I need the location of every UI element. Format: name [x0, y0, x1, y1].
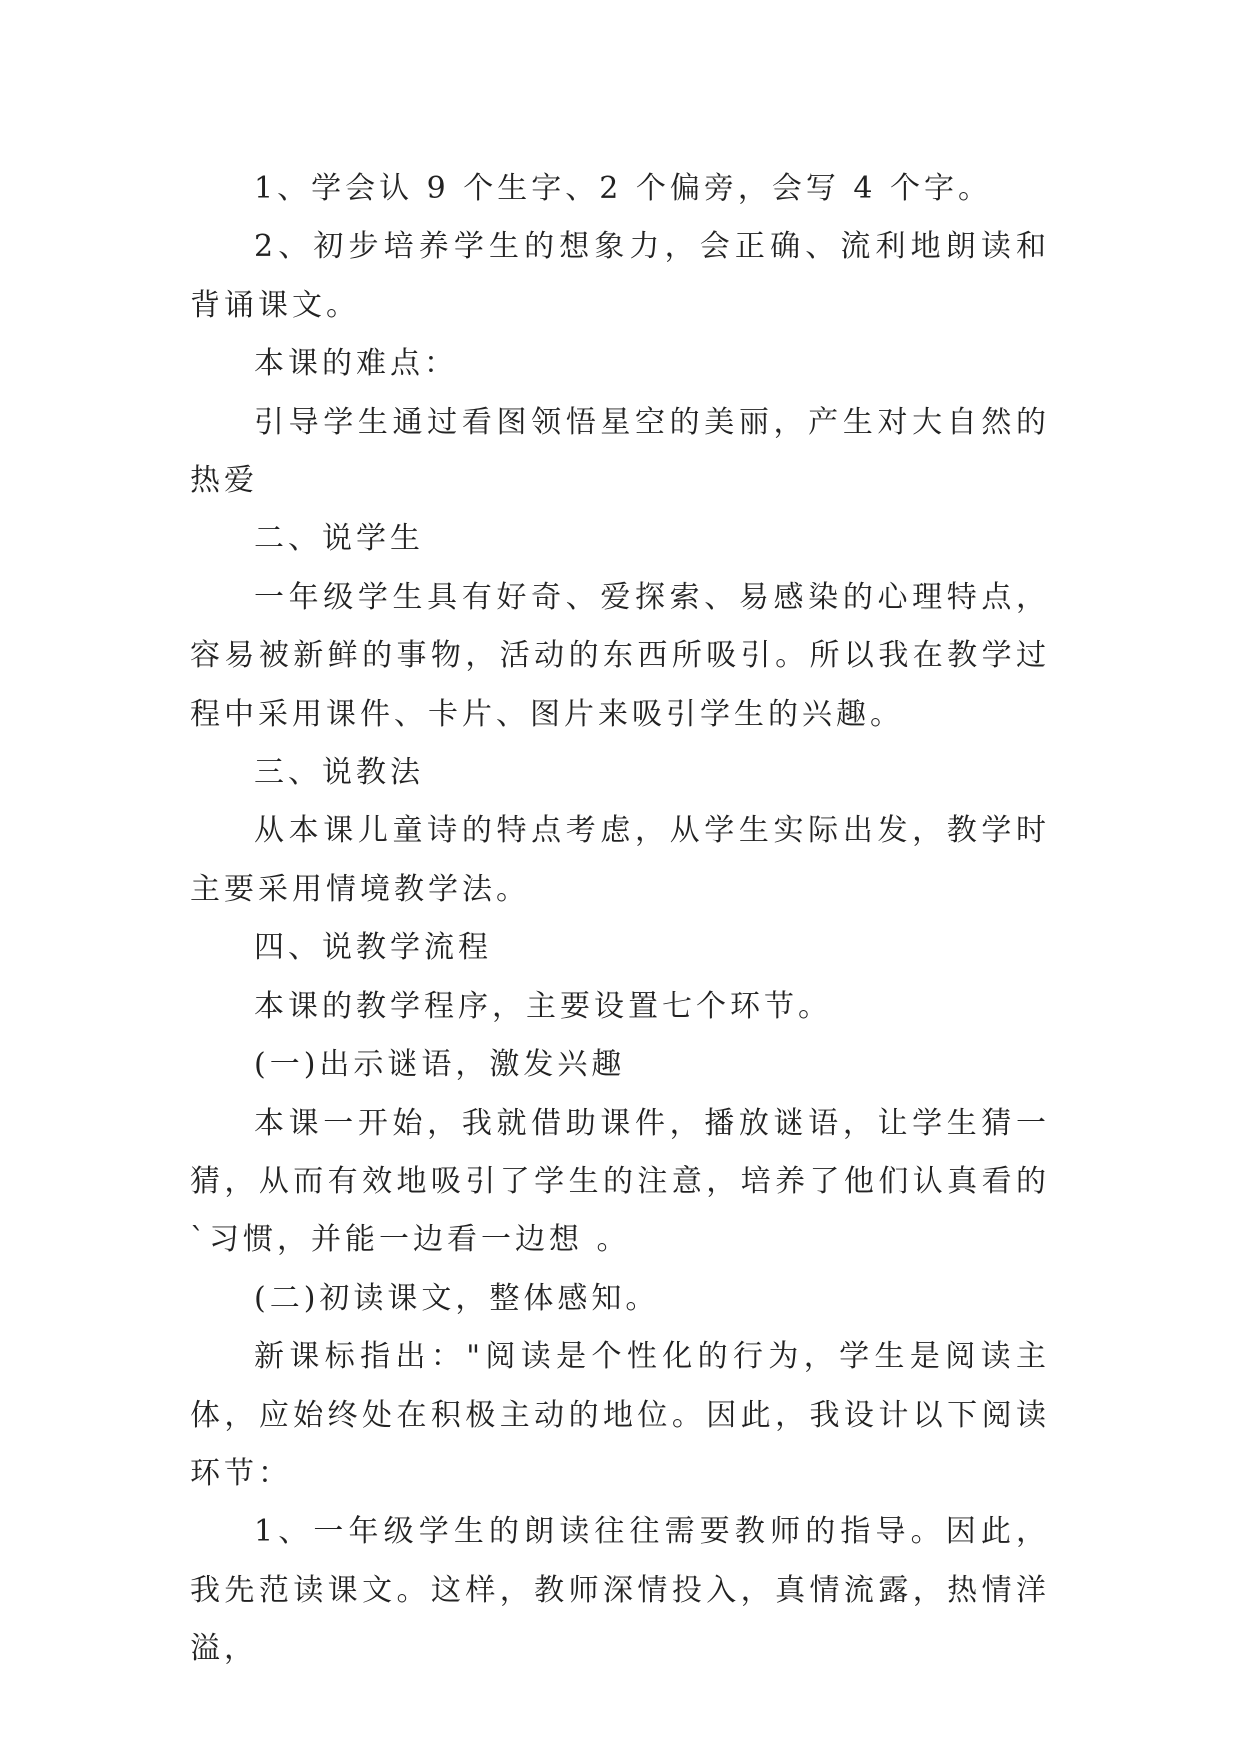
paragraph-flow-intro: 本课的教学程序，主要设置七个环节。 — [254, 988, 832, 1024]
paragraph-difficulty-heading: 本课的难点： — [254, 346, 458, 382]
paragraph-curriculum: 新课标指出："阅读是个性化的行为，学生是阅读主体，应始终处在积极主动的地位。因此，我设计以下阅读环节： — [190, 1339, 1050, 1491]
section-heading-students: 二、说学生 — [254, 521, 424, 557]
paragraph-goal-1: 1、学会认 9 个生字、2 个偏旁，会写 4 个字。 — [254, 171, 993, 206]
paragraph-method: 从本课儿童诗的特点考虑，从学生实际出发，教学时主要采用情境教学法。 — [190, 813, 1050, 907]
paragraph-model-reading: 1、一年级学生的朗读往往需要教师的指导。因此，我先范读课文。这样，教师深情投入，真情流露，热情洋溢， — [190, 1514, 1050, 1667]
paragraph-difficulty: 引导学生通过看图领悟星空的美丽，产生对大自然的热爱 — [190, 404, 1050, 499]
paragraph-students: 一年级学生具有好奇、爱探索、易感染的心理特点，容易被新鲜的事物，活动的东西所吸引。所以我在教学过程中采用课件、卡片、图片来吸引学生的兴趣。 — [190, 579, 1050, 732]
paragraph-goal-2: 2、初步培养学生的想象力，会正确、流利地朗读和背诵课文。 — [190, 229, 1050, 323]
document-body — [190, 160, 1050, 1679]
subsection-heading-riddle: (一)出示谜语，激发兴趣 — [254, 1047, 626, 1083]
section-heading-method: 三、说教法 — [254, 755, 424, 791]
paragraph-riddle: 本课一开始，我就借助课件，播放谜语，让学生猜一猜，从而有效地吸引了学生的注意，培养了他们认真看的`习惯，并能一边看一边想 。 — [190, 1105, 1050, 1258]
section-heading-flow: 四、说教学流程 — [254, 930, 492, 966]
subsection-heading-first-reading: (二)初读课文，整体感知。 — [254, 1280, 660, 1316]
